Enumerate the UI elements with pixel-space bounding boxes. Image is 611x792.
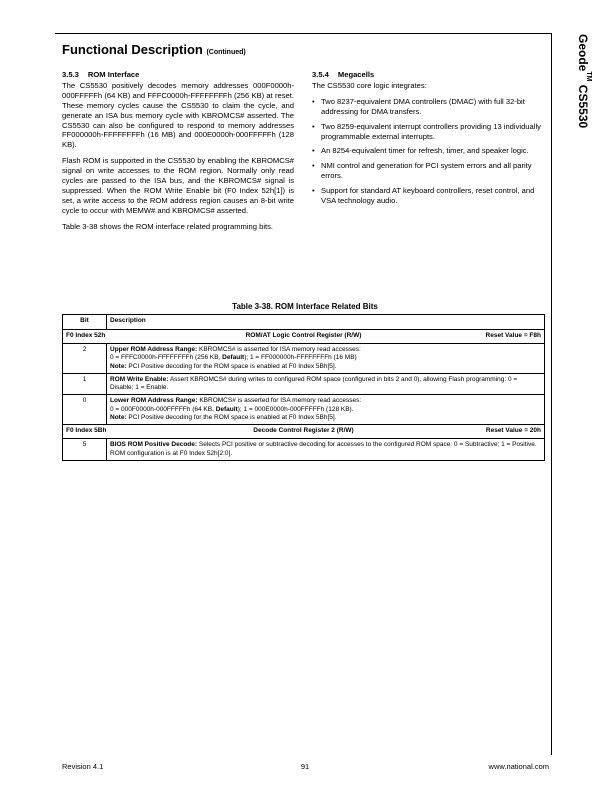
column-header-description: Description [107, 315, 545, 330]
section-heading: 3.5.3 ROM Interface [62, 70, 140, 79]
list-item: • NMI control and generation for PCI system errors and all parity errors. [312, 161, 532, 181]
table-row [63, 395, 545, 425]
register-index: F0 Index 5Bh [66, 427, 107, 435]
megacells-section [312, 70, 545, 211]
table-row [63, 439, 545, 461]
section-intro: The CS5530 core logic integrates: [312, 80, 427, 90]
register-header-row [63, 330, 545, 344]
footer-revision: Revision 4.1 [62, 762, 104, 771]
list-item: • An 8254-equivalent timer for refresh, timer, and speaker logic. [312, 146, 529, 156]
rom-interface-section [62, 70, 294, 238]
bit-description: Upper ROM Address Range: KBROMCS# is asserted for ISA memory read accesses: 0 = FFFC0000h-FFFFFFFFh (256 KB, Default); 1 = FF000000h-FFFFFFFFh (16 MB) Note: PCI Positive decoding for the ROM space is enabled at F0 Index 5Bh[5]. [107, 344, 545, 374]
table-row [63, 373, 545, 395]
list-item: • Support for standard AT keyboard controllers, reset control, and VSA technology audio. [312, 186, 535, 206]
bullet-icon: • [312, 146, 315, 156]
page-number: 91 [300, 762, 310, 771]
bit-number: 2 [63, 344, 107, 374]
bullet-icon: • [312, 161, 315, 171]
bit-number: 5 [63, 439, 107, 461]
register-name: Decode Control Register 2 (R/W) [253, 427, 354, 435]
register-index: F0 Index 52h [66, 332, 106, 339]
table-row [63, 344, 545, 374]
column-header-bit: Bit [63, 315, 107, 330]
footer-url[interactable]: www.national.com [488, 762, 549, 771]
bit-description: ROM Write Enable: Assert KBROMCS# during writes to configured ROM space (configured in bits 2 and 0), allowing Flash programming: 0 = Disable; 1 = Enable. [107, 373, 545, 395]
bullet-icon: • [312, 96, 315, 106]
section-heading: 3.5.4 Megacells [312, 70, 375, 79]
paragraph: Flash ROM is supported in the CS5530 by enabling the KBROMCS# signal on write accesses to the ROM region. Normally only read cycles are passed to the ISA bus, and the KBROMCS# signal is suppressed. When the ROM Write Enable bit (F0 Index 52h[1]) is set, a write access to the ROM address region causes an 8-bit write cycle to occur with MEMW# and KBROMCS# asserted. [62, 156, 294, 215]
list-item: • Two 8237-equivalent DMA controllers (DMAC) with full 32-bit addressing for DMA transfers. [312, 96, 525, 116]
rom-bits-table [62, 314, 545, 461]
register-name: ROM/AT Logic Control Register (R/W) [245, 332, 362, 339]
bullet-icon: • [312, 121, 315, 131]
paragraph: Table 3-38 shows the ROM interface related programming bits. [62, 221, 274, 231]
list-item: • Two 8259-equivalent interrupt controllers providing 13 individually programmable external interrupts. [312, 121, 541, 141]
table-caption: Table 3-38. ROM Interface Related Bits [232, 302, 378, 311]
reset-value: Reset Value = F8h [485, 332, 541, 339]
bit-number: 1 [63, 373, 107, 395]
page-heading [62, 42, 246, 57]
bit-number: 0 [63, 395, 107, 425]
reset-value: Reset Value = 20h [485, 427, 541, 435]
bit-description: BIOS ROM Positive Decode: Selects PCI positive or subtractive decoding for accesses to the configured ROM space: 0 = Subtractive; 1 = Positive. ROM configuration is at F0 Index 52h[2:0]. [107, 439, 545, 461]
bit-description: Lower ROM Address Range: KBROMCS# is asserted for ISA memory read accesses: 0 = 000F0000h-000FFFFFh (64 KB, Default); 1 = 000E0000h-000FFFFFh (128 KB). Note: PCI Positive decoding for the ROM space is enabled at F0 Index 5Bh[5]. [107, 395, 545, 425]
register-header-row [63, 425, 545, 439]
bullet-list [312, 97, 545, 206]
heading-suffix: (Continued) [206, 49, 246, 56]
paragraph: The CS5530 positively decodes memory addresses 000F0000h-000FFFFFh (64 KB) and FFFC0000h-FFFFFFFFh (256 KB) at reset. These memory cycles cause the CS5530 to claim the cycle, and generate an ISA bus memory cycle with KBROMCS# asserted. The CS5530 can also be configured to respond to memory addresses FF000000h-FFFFFFFFh (16 MB) and 000E0000h-000FFFFFh (128 KB). [62, 80, 294, 150]
heading-title: Functional Description [62, 42, 203, 57]
side-product-title: Geode™ CS5530 [576, 34, 592, 129]
bullet-icon: • [312, 186, 315, 196]
